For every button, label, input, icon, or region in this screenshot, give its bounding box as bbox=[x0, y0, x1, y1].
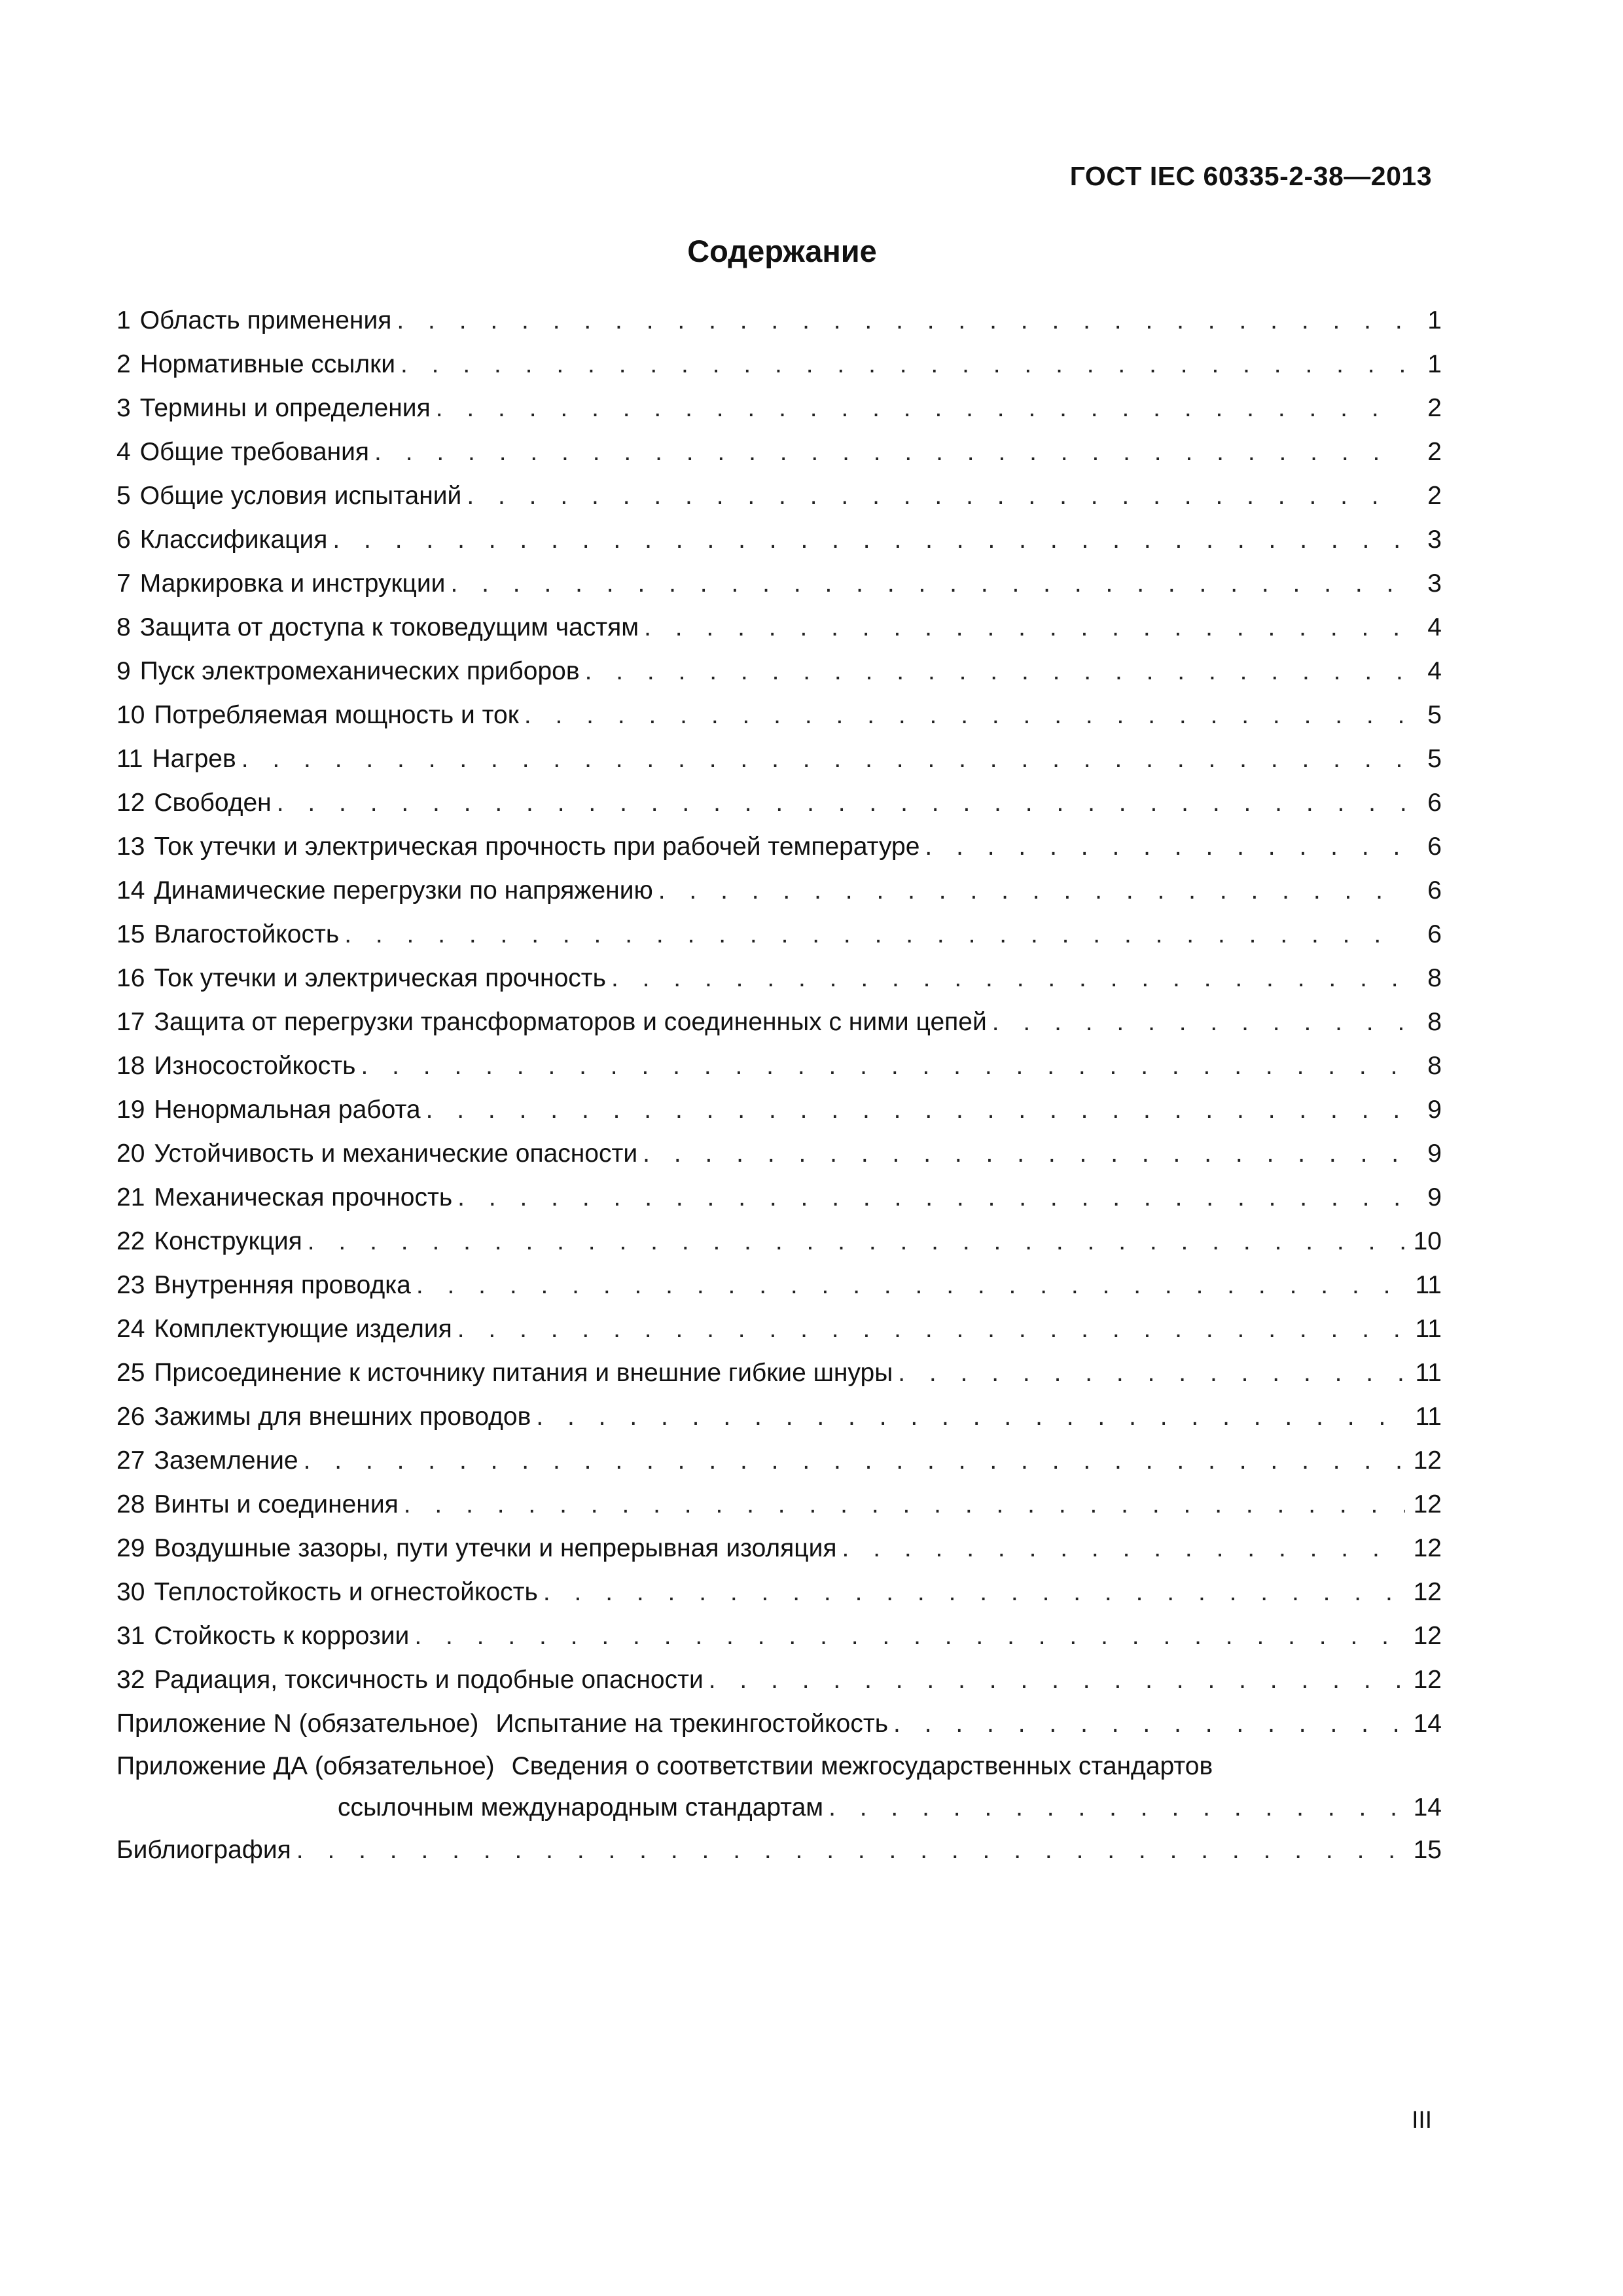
toc-entry-page: 8 bbox=[1427, 1008, 1442, 1036]
dot-leader bbox=[296, 1828, 1405, 1872]
toc-entry-page: 4 bbox=[1427, 657, 1442, 685]
toc-entry[interactable] bbox=[116, 1482, 1442, 1526]
toc-entry-page: 8 bbox=[1427, 1052, 1442, 1080]
toc-entry-number: 16 bbox=[116, 964, 145, 992]
toc-entry[interactable] bbox=[116, 1658, 1442, 1702]
toc-entry-bibliography[interactable] bbox=[116, 1828, 1442, 1872]
toc-entry-number: 24 bbox=[116, 1315, 145, 1343]
toc-entry-page: 8 bbox=[1427, 964, 1442, 992]
toc-entry-title: Классификация bbox=[139, 526, 328, 554]
toc-entry-title: Пуск электромеханических приборов bbox=[139, 657, 580, 685]
toc-entry-annex-da[interactable] bbox=[116, 1746, 1442, 1828]
toc-entry-number: 22 bbox=[116, 1227, 145, 1255]
toc-entry-number: 13 bbox=[116, 833, 145, 861]
toc-entry-page: 9 bbox=[1427, 1183, 1442, 1211]
annex-da-label: Приложение ДА (обязательное) bbox=[116, 1752, 495, 1780]
toc-entry[interactable] bbox=[116, 912, 1442, 956]
toc-entry[interactable] bbox=[116, 1570, 1442, 1614]
annex-n-title: Испытание на трекингостойкость bbox=[495, 1710, 889, 1738]
toc-entry-number: 12 bbox=[116, 789, 145, 817]
dot-leader bbox=[304, 1439, 1405, 1482]
toc-entry-page: 12 bbox=[1413, 1578, 1442, 1606]
dot-leader bbox=[416, 1263, 1405, 1307]
dot-leader bbox=[361, 1044, 1405, 1088]
toc-entry-number: 29 bbox=[116, 1534, 145, 1562]
toc-entry-number: 14 bbox=[116, 876, 145, 905]
toc-entry[interactable] bbox=[116, 605, 1442, 649]
toc-entry[interactable] bbox=[116, 1526, 1442, 1570]
annex-n-page: 14 bbox=[1413, 1710, 1442, 1738]
toc-entry[interactable] bbox=[116, 956, 1442, 1000]
toc-entry-number: 19 bbox=[116, 1096, 145, 1124]
toc-entry-number: 17 bbox=[116, 1008, 145, 1036]
toc-entry-page: 12 bbox=[1413, 1666, 1442, 1694]
toc-entry-number: 32 bbox=[116, 1666, 145, 1694]
toc-entry[interactable] bbox=[116, 562, 1442, 605]
toc-title: Содержание bbox=[687, 234, 877, 268]
dot-leader bbox=[585, 649, 1405, 693]
dot-leader bbox=[241, 737, 1405, 781]
dot-leader bbox=[925, 825, 1405, 869]
dot-leader bbox=[374, 430, 1405, 474]
dot-leader bbox=[414, 1614, 1405, 1658]
toc-entry-title: Радиация, токсичность и подобные опасности bbox=[154, 1666, 704, 1694]
toc-entry-page: 9 bbox=[1427, 1096, 1442, 1124]
toc-entry[interactable] bbox=[116, 1614, 1442, 1658]
toc-entry-number: 1 bbox=[116, 306, 131, 334]
bibliography-title: Библиография bbox=[116, 1836, 291, 1864]
dot-leader bbox=[898, 1351, 1405, 1395]
toc-entry-page: 12 bbox=[1413, 1490, 1442, 1518]
toc-entry-page: 3 bbox=[1427, 569, 1442, 598]
toc-entry-page: 11 bbox=[1415, 1359, 1442, 1387]
toc-entry-title: Маркировка и инструкции bbox=[139, 569, 446, 598]
toc-entry-title: Ненормальная работа bbox=[154, 1096, 421, 1124]
toc-entry[interactable] bbox=[116, 1307, 1442, 1351]
toc-entry-title: Заземление bbox=[154, 1446, 298, 1475]
toc-entry[interactable] bbox=[116, 737, 1442, 781]
dot-leader bbox=[457, 1175, 1405, 1219]
page-number: III bbox=[1412, 2106, 1432, 2133]
toc-entry-title: Защита от перегрузки трансформаторов и соединенных с ними цепей bbox=[154, 1008, 987, 1036]
toc-entry-number: 31 bbox=[116, 1622, 145, 1650]
dot-leader bbox=[457, 1307, 1405, 1351]
toc-entry-title: Влагостойкость bbox=[154, 920, 340, 948]
toc-entry-title: Конструкция bbox=[154, 1227, 302, 1255]
toc-entry[interactable] bbox=[116, 825, 1442, 869]
toc-entry-title: Устойчивость и механические опасности bbox=[154, 1139, 638, 1168]
toc-entry-number: 20 bbox=[116, 1139, 145, 1168]
toc-entry-annex-n[interactable] bbox=[116, 1702, 1442, 1746]
toc-entry-page: 6 bbox=[1427, 833, 1442, 861]
dot-leader bbox=[450, 562, 1405, 605]
table-of-contents bbox=[116, 298, 1442, 1872]
toc-entry-number: 27 bbox=[116, 1446, 145, 1475]
toc-entry-number: 18 bbox=[116, 1052, 145, 1080]
toc-entry-page: 6 bbox=[1427, 876, 1442, 905]
toc-entry-title: Внутренняя проводка bbox=[154, 1271, 411, 1299]
toc-entry-page: 5 bbox=[1427, 701, 1442, 729]
toc-entry-title: Зажимы для внешних проводов bbox=[154, 1403, 531, 1431]
dot-leader bbox=[543, 1570, 1405, 1614]
dot-leader bbox=[842, 1526, 1405, 1570]
toc-entry[interactable] bbox=[116, 1000, 1442, 1044]
dot-leader bbox=[308, 1219, 1405, 1263]
toc-entry[interactable] bbox=[116, 518, 1442, 562]
toc-entry[interactable] bbox=[116, 1088, 1442, 1132]
toc-entry-page: 9 bbox=[1427, 1139, 1442, 1168]
toc-entry-page: 10 bbox=[1413, 1227, 1442, 1255]
dot-leader bbox=[709, 1658, 1405, 1702]
toc-entry[interactable] bbox=[116, 1044, 1442, 1088]
dot-leader bbox=[404, 1482, 1405, 1526]
toc-entry-title: Термины и определения bbox=[139, 394, 431, 422]
toc-entry-title: Свободен bbox=[154, 789, 272, 817]
toc-entry[interactable] bbox=[116, 693, 1442, 737]
toc-entry-number: 15 bbox=[116, 920, 145, 948]
toc-entry[interactable] bbox=[116, 298, 1442, 342]
dot-leader bbox=[829, 1787, 1405, 1828]
toc-entry[interactable] bbox=[116, 1395, 1442, 1439]
toc-entry[interactable] bbox=[116, 1439, 1442, 1482]
toc-entry[interactable] bbox=[116, 386, 1442, 430]
toc-entry-title: Защита от доступа к токоведущим частям bbox=[139, 613, 639, 641]
toc-entry-page: 2 bbox=[1427, 394, 1442, 422]
dot-leader bbox=[397, 298, 1405, 342]
dot-leader bbox=[992, 1000, 1405, 1044]
toc-entry-page: 2 bbox=[1427, 438, 1442, 466]
bibliography-page: 15 bbox=[1413, 1836, 1442, 1864]
toc-entry[interactable] bbox=[116, 474, 1442, 518]
toc-entry-title: Динамические перегрузки по напряжению bbox=[154, 876, 653, 905]
document-code: ГОСТ IEC 60335-2-38—2013 bbox=[1069, 161, 1432, 191]
toc-entry-title: Область применения bbox=[139, 306, 392, 334]
toc-entry-number: 23 bbox=[116, 1271, 145, 1299]
toc-entry-title: Механическая прочность bbox=[154, 1183, 453, 1211]
dot-leader bbox=[658, 869, 1405, 912]
toc-entry-number: 4 bbox=[116, 438, 131, 466]
annex-da-page: 14 bbox=[1413, 1793, 1442, 1821]
toc-entry[interactable] bbox=[116, 430, 1442, 474]
toc-entry[interactable] bbox=[116, 1175, 1442, 1219]
toc-entry-title: Общие требования bbox=[139, 438, 370, 466]
toc-entry-number: 9 bbox=[116, 657, 131, 685]
dot-leader bbox=[644, 605, 1405, 649]
toc-entry-title: Воздушные зазоры, пути утечки и непрерывная изоляция bbox=[154, 1534, 837, 1562]
annex-da-title-line1: Сведения о соответствии межгосударственных стандартов bbox=[511, 1752, 1213, 1780]
dot-leader bbox=[344, 912, 1405, 956]
dot-leader bbox=[643, 1132, 1405, 1175]
toc-entry-number: 21 bbox=[116, 1183, 145, 1211]
toc-entry-page: 11 bbox=[1415, 1315, 1442, 1343]
toc-entry-number: 11 bbox=[116, 745, 143, 773]
toc-entry-page: 3 bbox=[1427, 526, 1442, 554]
dot-leader bbox=[536, 1395, 1405, 1439]
toc-entry-page: 11 bbox=[1415, 1403, 1442, 1431]
toc-entry[interactable] bbox=[116, 342, 1442, 386]
toc-entry-page: 5 bbox=[1427, 745, 1442, 773]
toc-entry-title: Ток утечки и электрическая прочность bbox=[154, 964, 606, 992]
dot-leader bbox=[467, 474, 1405, 518]
toc-entry-page: 6 bbox=[1427, 789, 1442, 817]
toc-entry-title: Общие условия испытаний bbox=[139, 482, 462, 510]
toc-entry-number: 30 bbox=[116, 1578, 145, 1606]
annex-n-label: Приложение N (обязательное) bbox=[116, 1710, 479, 1738]
toc-entry-page: 6 bbox=[1427, 920, 1442, 948]
toc-entry[interactable] bbox=[116, 649, 1442, 693]
toc-entry-page: 2 bbox=[1427, 482, 1442, 510]
dot-leader bbox=[401, 342, 1405, 386]
toc-entry[interactable] bbox=[116, 1219, 1442, 1263]
toc-entry-title: Комплектующие изделия bbox=[154, 1315, 452, 1343]
toc-entry[interactable] bbox=[116, 869, 1442, 912]
toc-entry-number: 28 bbox=[116, 1490, 145, 1518]
dot-leader bbox=[436, 386, 1405, 430]
toc-entry-title: Износостойкость bbox=[154, 1052, 356, 1080]
toc-entry-title: Теплостойкость и огнестойкость bbox=[154, 1578, 538, 1606]
toc-entry-page: 11 bbox=[1415, 1271, 1442, 1299]
toc-entry-title: Нормативные ссылки bbox=[139, 350, 395, 378]
toc-entry-page: 12 bbox=[1413, 1446, 1442, 1475]
toc-entry-title: Потребляемая мощность и ток bbox=[154, 701, 519, 729]
dot-leader bbox=[277, 781, 1405, 825]
dot-leader bbox=[332, 518, 1405, 562]
dot-leader bbox=[893, 1702, 1405, 1746]
toc-entry-number: 8 bbox=[116, 613, 131, 641]
toc-entry-title: Нагрев bbox=[152, 745, 236, 773]
toc-entry-title: Винты и соединения bbox=[154, 1490, 399, 1518]
toc-entry-number: 2 bbox=[116, 350, 131, 378]
toc-entry-number: 25 bbox=[116, 1359, 145, 1387]
toc-entry-page: 1 bbox=[1427, 350, 1442, 378]
toc-entry-page: 1 bbox=[1427, 306, 1442, 334]
dot-leader bbox=[611, 956, 1405, 1000]
toc-entry-number: 10 bbox=[116, 701, 145, 729]
toc-entry-number: 5 bbox=[116, 482, 131, 510]
toc-entry[interactable] bbox=[116, 1132, 1442, 1175]
toc-entry-number: 26 bbox=[116, 1403, 145, 1431]
toc-entry-number: 6 bbox=[116, 526, 131, 554]
toc-entry-title: Присоединение к источнику питания и внешние гибкие шнуры bbox=[154, 1359, 893, 1387]
toc-entry-title: Ток утечки и электрическая прочность при рабочей температуре bbox=[154, 833, 920, 861]
dot-leader bbox=[426, 1088, 1405, 1132]
toc-entry[interactable] bbox=[116, 1263, 1442, 1307]
toc-entry-number: 7 bbox=[116, 569, 131, 598]
toc-entry-page: 4 bbox=[1427, 613, 1442, 641]
dot-leader bbox=[524, 693, 1405, 737]
toc-entry[interactable] bbox=[116, 781, 1442, 825]
toc-entry-page: 12 bbox=[1413, 1622, 1442, 1650]
annex-da-title-line2: ссылочным международным стандартам bbox=[338, 1793, 824, 1821]
toc-entry[interactable] bbox=[116, 1351, 1442, 1395]
toc-entry-page: 12 bbox=[1413, 1534, 1442, 1562]
toc-entry-number: 3 bbox=[116, 394, 131, 422]
toc-entry-title: Стойкость к коррозии bbox=[154, 1622, 410, 1650]
